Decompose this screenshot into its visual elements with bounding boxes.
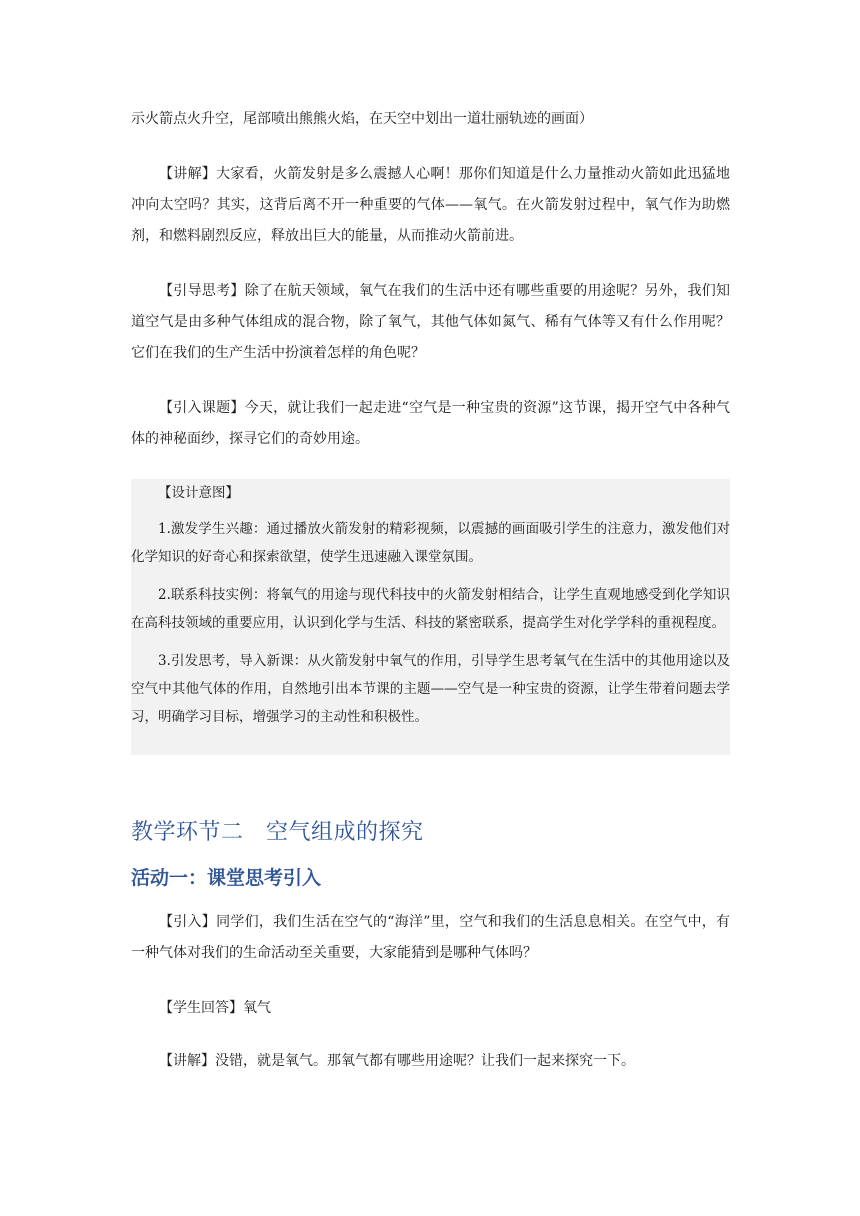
paragraph-text: 同学们，我们生活在空气的“海洋”里，空气和我们的生活息息相关。在空气中，有一种气体对我们的生命活动至关重要，大家能猜到是哪种气体吗？ bbox=[131, 914, 731, 961]
paragraph-student-answer bbox=[131, 993, 730, 1024]
paragraph-tag: 【讲解】 bbox=[159, 166, 217, 182]
paragraph-tag: 【讲解】 bbox=[159, 1053, 215, 1069]
paragraph-text: 今天，就让我们一起走进“空气是一种宝贵的资源”这节课，揭开空气中各种气体的神秘面纱，探寻它们的奇妙用途。 bbox=[131, 400, 731, 447]
paragraph-tag: 【学生回答】 bbox=[159, 1000, 243, 1016]
intro-continuation: 示火箭点火升空，尾部喷出熊熊火焰，在天空中划出一道壮丽轨迹的画面） bbox=[131, 111, 593, 127]
paragraph-explanation bbox=[131, 159, 730, 252]
paragraph-guided-thinking bbox=[131, 276, 730, 369]
section-heading: 教学环节二 空气组成的探究 bbox=[131, 820, 424, 845]
design-intent-item: 3.引发思考，导入新课：从火箭发射中氧气的作用，引导学生思考氧气在生活中的其他用途以及空气中其他气体的作用，自然地引出本节课的主题——空气是一种宝贵的资源，让学生带着问题去学习，明确学习目标，增强学习的主动性和积极性。 bbox=[131, 653, 730, 725]
activity-heading: 活动一：课堂思考引入 bbox=[131, 867, 322, 889]
paragraph-explanation-2 bbox=[131, 1046, 730, 1077]
paragraph-text: 大家看，火箭发射是多么震撼人心啊！那你们知道是什么力量推动火箭如此迅猛地冲向太空吗？其实，这背后离不开一种重要的气体——氧气。在火箭发射过程中，氧气作为助燃剂，和燃料剧烈反应，释放出巨大的能量，从而推动火箭前进。 bbox=[131, 166, 731, 244]
paragraph-lead-in bbox=[131, 907, 730, 969]
paragraph-tag: 【引入课题】 bbox=[159, 400, 245, 416]
paragraph-text: 除了在航天领域，氧气在我们的生活中还有哪些重要的用途呢？另外，我们知道空气是由多种气体组成的混合物，除了氧气，其他气体如氮气、稀有气体等又有什么作用呢？它们在我们的生产生活中扮演着怎样的角色呢？ bbox=[131, 283, 731, 361]
design-intent-item: 2.联系科技实例：将氧气的用途与现代科技中的火箭发射相结合，让学生直观地感受到化学知识在高科技领域的重要应用，认识到化学与生活、科技的紧密联系，提高学生对化学学科的重视程度。 bbox=[131, 587, 730, 631]
paragraph-text: 氧气 bbox=[243, 1000, 271, 1016]
document-content bbox=[131, 104, 730, 1101]
design-intent-item: 1.激发学生兴趣：通过播放火箭发射的精彩视频，以震撼的画面吸引学生的注意力，激发他们对化学知识的好奇心和探索欲望，使学生迅速融入课堂氛围。 bbox=[131, 521, 730, 565]
design-intent-box bbox=[131, 479, 730, 755]
paragraph-text: 没错，就是氧气。那氧气都有哪些用途呢？让我们一起来探究一下。 bbox=[215, 1053, 635, 1069]
design-intent-title: 【设计意图】 bbox=[158, 485, 239, 501]
paragraph-introduce-topic bbox=[131, 393, 730, 455]
paragraph-tag: 【引入】 bbox=[159, 914, 217, 930]
paragraph-tag: 【引导思考】 bbox=[159, 283, 245, 299]
